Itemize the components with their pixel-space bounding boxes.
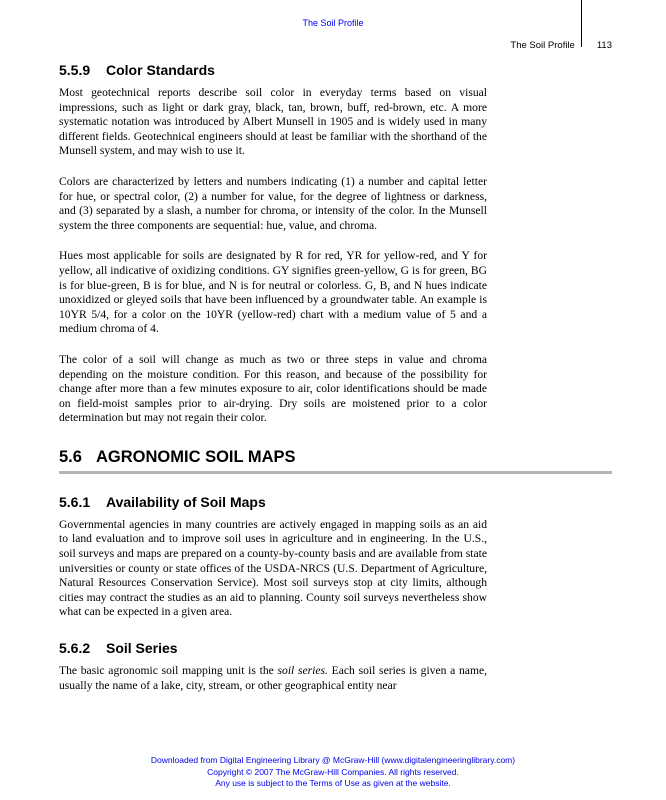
paragraph: The color of a soil will change as much as two or three steps in value and chroma depending on the moisture condition. For this reason, and because of the possibility for change after more than a few minutes exposure to air, color identifications should be made on field-moist samples prior to air-drying. Dry soils are moistened prior to a color determination but may not regain their color. — [59, 352, 487, 425]
running-title: The Soil Profile — [510, 40, 575, 51]
section-title: Color Standards — [106, 62, 215, 78]
page-content — [59, 62, 487, 709]
section-heading-5-6 — [59, 448, 487, 467]
paragraph — [59, 664, 487, 693]
section-heading-5-6-2 — [59, 640, 487, 656]
footer-download-link[interactable]: Downloaded from Digital Engineering Library @ McGraw-Hill (www.digitalengineeringlibrary.com) — [150, 755, 516, 765]
top-chapter-link[interactable]: The Soil Profile — [302, 18, 364, 28]
section-title: AGRONOMIC SOIL MAPS — [96, 447, 296, 466]
footer-terms-link[interactable]: Any use is subject to the Terms of Use as given at the website. — [215, 778, 451, 788]
footer — [0, 755, 666, 790]
section-title: Availability of Soil Maps — [106, 493, 266, 510]
section-number: 5.6 — [59, 447, 82, 466]
paragraph: Hues most applicable for soils are designated by R for red, YR for yellow-red, and Y for yellow, all indicative of oxidizing conditions. GY signifies green-yellow, G is for green, BG is for blue-green, B is for blue, and N is for neutral or colorless. G, B, and N hues indicate unoxidized or gleyed soils that have been influenced by a groundwater table. An example is 10YR 5/4, for a color on the 10YR (yellow-red) chart with a medium value of 5 and a medium chroma of 4. — [59, 249, 487, 336]
emphasis-term: soil series. — [277, 664, 328, 678]
paragraph: Colors are characterized by letters and numbers indicating (1) a number and capital letter for hue, or spectral color, (2) a number for value, for the degree of lightness or darkness, and (3) separated by a slash, a number for chroma, or intensity of the color. In the Munsell system the three components are sequential: hue, value, and chroma. — [59, 174, 487, 232]
footer-copyright: Copyright © 2007 The McGraw-Hill Companies. All rights reserved. — [207, 766, 459, 777]
paragraph: Governmental agencies in many countries are actively engaged in mapping soils as an aid to land evaluation and to improve soil uses in agriculture and in engineering. In the U.S., soil surveys and maps are prepared on a county-by-county basis and are available from state universities or county or state offices of the USDA-NRCS (U.S. Department of Agriculture, Natural Resources Conservation Service). Most soil surveys stop at city limits, although cities may contract the studies as an aid to planning. County soil surveys nevertheless show what can be expected in a given area. — [59, 517, 487, 619]
section-number: 5.6.2 — [59, 640, 91, 657]
section-divider — [59, 471, 612, 474]
running-head — [510, 40, 612, 51]
text-run: The basic agronomic soil mapping unit is the — [59, 664, 278, 678]
section-number: 5.5.9 — [59, 62, 91, 78]
section-heading-5-5-9 — [59, 62, 487, 78]
paragraph: Most geotechnical reports describe soil color in everyday terms based on visual impressions, such as light or dark gray, black, tan, brown, buff, red-brown, etc. A more systematic notation was introduced by Albert Munsell in 1905 and is widely used in many different fields. Geotechnical engineers should at least be familiar with the shorthand of the Munsell system, and may wish to use it. — [59, 86, 487, 158]
section-heading-5-6-1 — [59, 494, 487, 510]
section-number: 5.6.1 — [59, 493, 91, 510]
page-number: 113 — [596, 40, 612, 51]
section-title: Soil Series — [106, 640, 178, 657]
text-run: Each soil series is given a name, usually the name of a lake, city, stream, or other geographical entity near — [59, 664, 488, 692]
